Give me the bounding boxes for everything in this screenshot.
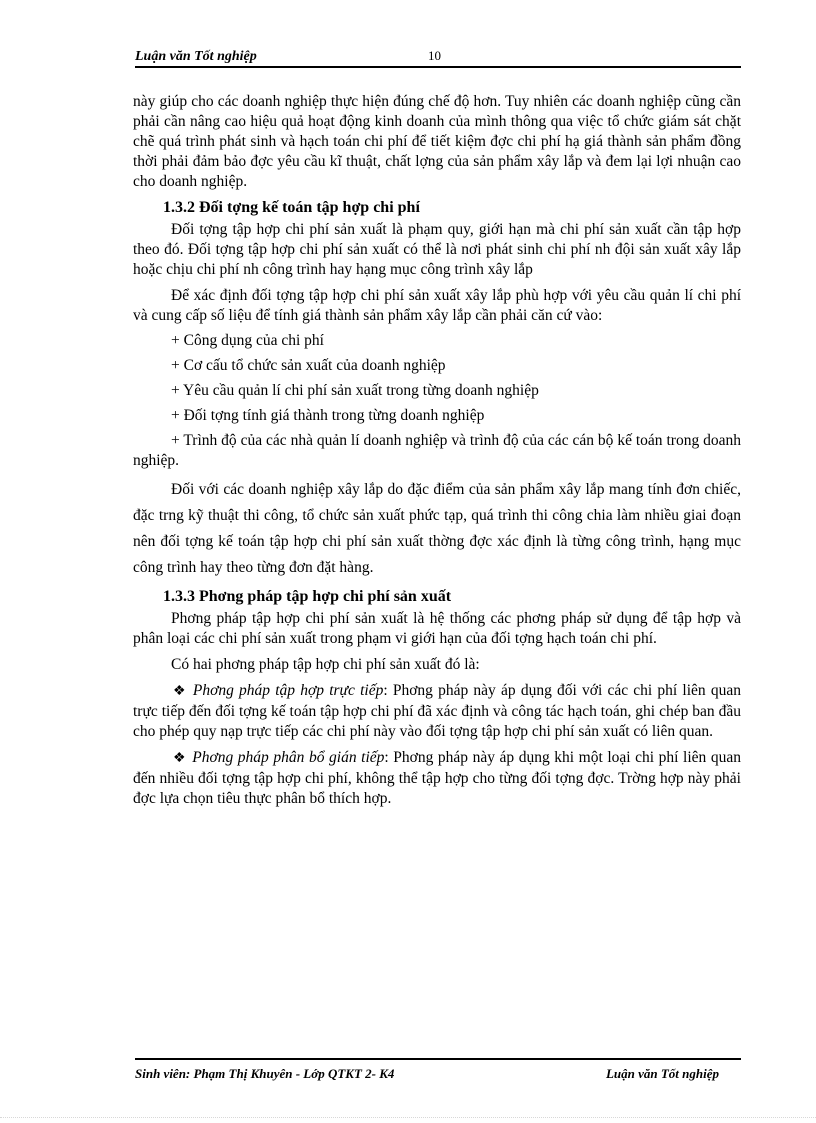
document-body [133,92,741,809]
footer-student: Sinh viên: Phạm Thị Khuyên - Lớp QTKT 2- K4 [135,1066,395,1081]
paragraph-phuong-phap: Phơng pháp tập hợp chi phí sản xuất là hệ thống các phơng pháp sử dụng để tập hợp và phân loại các chi phí sản xuất trong phạm vi giới hạn của đối tợng hạch toán chi phí. [133,610,741,647]
method-direct-title: Phơng pháp tập hợp trực tiếp [192,682,384,699]
paragraph-intro: này giúp cho các doanh nghiệp thực hiện đúng chế độ hơn. Tuy nhiên các doanh nghiệp cũng cần phải cần nâng cao hiệu quả hoạt động kinh doanh của mình thông qua việc tổ chức giám sát chặt chẽ quá trình phát sinh và hạch toán chi phí để tiết kiệm đợc chi phí hạ giá thành sản phẩm đồng thời phải đảm bảo đợc yêu cầu kĩ thuật, chất lợng của sản phẩm xây lắp và đem lại lợi nhuận cao cho doanh nghiệp. [133,93,741,190]
bullet-item: + Công dụng của chi phí [171,332,324,349]
page-header [135,46,741,68]
method-indirect [133,748,741,809]
page-bottom-divider [0,1117,816,1118]
method-direct-text: : Phơng pháp này áp dụng đối với các chi phí liên quan trực tiếp đến đối tợng kế toán tập hợp chi phí đã xác định và công tác hạch toán, ghi chép ban đầu cho phép quy nạp trực tiếp các chi phí này vào đối tợng tập hợp chi phí sản xuất có liên quan. [133,682,742,740]
page-footer [135,1058,741,1080]
method-indirect-text: : Phơng pháp này áp dụng khi một loại chi phí liên quan đến nhiều đối tợng tập hợp chi phí, không thể tập hợp cho từng đối tợng đợc. Trờng hợp này phải đợc lựa chọn tiêu thực phân bổ thích hợp. [133,749,741,807]
method-indirect-title: Phơng pháp phân bổ gián tiếp [192,749,385,766]
section-heading-1-3-2: 1.3.2 Đối tợng kế toán tập hợp chi phí [163,199,420,216]
bullet-item: + Cơ cấu tổ chức sản xuất của doanh nghiệp [171,357,446,374]
paragraph-doanh-nghiep-xay-lap: Đối với các doanh nghiệp xây lắp do đặc điểm của sản phẩm xây lắp mang tính đơn chiếc, đặc trng kỹ thuật thi công, tổ chức sản xuất phức tạp, quá trình thi công chia làm nhiều giai đoạn nên đối tợng kế toán tập hợp chi phí sản xuất thờng đợc xác định là từng công trình, hạng mục công trình hay theo từng đơn đặt hàng. [133,481,741,576]
bullet-item: + Đối tợng tính giá thành trong từng doanh nghiệp [171,407,485,424]
page-number: 10 [428,48,441,63]
bullet-item: + Yêu cầu quản lí chi phí sản xuất trong từng doanh nghiệp [171,382,539,399]
diamond-bullet-icon: ❖ [173,751,187,766]
diamond-bullet-icon: ❖ [173,684,187,699]
footer-title: Luận văn Tốt nghiệp [605,1066,719,1081]
header-title: Luận văn Tốt nghiệp [135,49,257,64]
bullet-item: + Trình độ của các nhà quản lí doanh nghiệp và trình độ của các cán bộ kế toán trong doanh nghiệp. [133,432,741,469]
method-direct [133,681,741,742]
paragraph-doi-tuong: Đối tợng tập hợp chi phí sản xuất là phạm quy, giới hạn mà chi phí sản xuất cần tập hợp theo đó. Đối tợng tập hợp chi phí sản xuất có thể là nơi phát sinh chi phí nh đội sản xuất xây lắp hoặc chịu chi phí nh công trình hay hạng mục công trình xây lắp [133,221,741,278]
paragraph-hai-phuong-phap: Có hai phơng pháp tập hợp chi phí sản xuất đó là: [171,656,480,673]
paragraph-xac-dinh: Để xác định đối tợng tập hợp chi phí sản xuất xây lắp phù hợp với yêu cầu quản lí chi phí và cung cấp số liệu để tính giá thành sản phẩm xây lắp cần phải căn cứ vào: [133,287,741,324]
section-heading-1-3-3: 1.3.3 Phơng pháp tập hợp chi phí sản xuất [163,588,452,605]
